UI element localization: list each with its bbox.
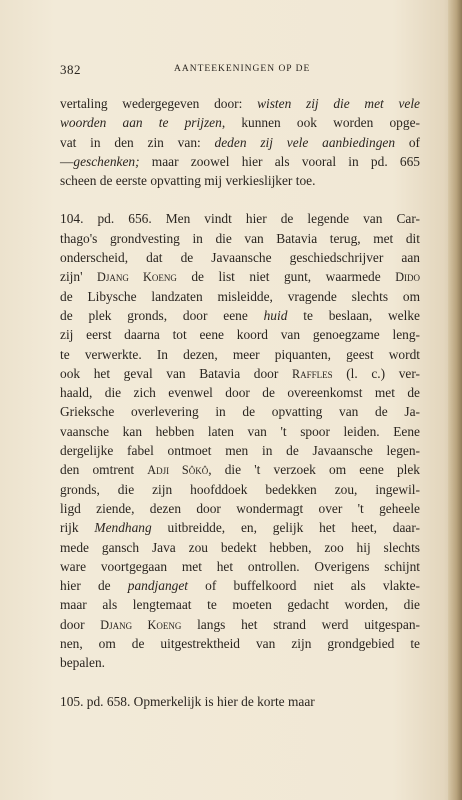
small-caps-name: Dido <box>395 270 420 285</box>
text-span: de plek gronds, door eene <box>60 307 264 323</box>
page-edge-shadow <box>448 0 462 800</box>
text-span: — <box>60 153 74 169</box>
paragraph-gap <box>60 190 420 209</box>
text-span: , die 't verzoek om eene plek <box>208 462 421 478</box>
text-line <box>60 325 420 344</box>
text-line <box>60 518 420 537</box>
body-text <box>60 94 420 711</box>
text-span: maar als lengtemaat te moeten gedacht worden, die <box>60 597 420 613</box>
text-line <box>60 267 420 286</box>
text-span: langs het strand werd uitgespan- <box>181 616 420 632</box>
text-span: , kunnen ook worden opge- <box>221 115 420 131</box>
text-span: den omtrent <box>60 462 148 478</box>
text-span: ligd ziende, dezen door wondermagt over 't geheele <box>60 500 420 516</box>
text-span: scheen de eerste opvatting mij verkieslijker toe. <box>60 173 316 189</box>
text-line <box>60 402 420 421</box>
text-line <box>60 383 420 402</box>
text-line <box>60 615 420 634</box>
text-line <box>60 576 420 595</box>
text-span: ook het geval van Batavia door <box>60 365 292 381</box>
text-line <box>60 538 420 557</box>
italic-text: Mendhang <box>94 520 152 536</box>
text-line <box>60 557 420 576</box>
text-line <box>60 248 420 267</box>
text-line <box>60 152 420 171</box>
page-number: 382 <box>60 62 81 77</box>
text-span: 104. pd. 656. Men vindt hier de legende van Car- <box>60 211 420 227</box>
text-span: bepalen. <box>60 655 105 671</box>
text-line <box>60 133 420 152</box>
text-line <box>60 171 420 190</box>
text-span: 105. pd. 658. Opmerkelijk is hier de korte maar <box>60 693 315 709</box>
text-line <box>60 441 420 460</box>
paragraph <box>60 94 420 190</box>
italic-text: wisten zij die met vele <box>257 96 420 111</box>
running-title: AANTEEKENINGEN OP DE <box>174 64 311 74</box>
italic-text: woorden aan te prijzen <box>60 115 222 131</box>
text-span: maar zoowel hier als vooral in pd. 665 <box>139 153 420 169</box>
italic-text: geschenken; <box>73 153 140 169</box>
text-line <box>60 480 420 499</box>
text-line <box>60 113 420 132</box>
text-span: nen, om de uitgestrektheid van zijn grondgebied te <box>60 636 420 652</box>
text-span: rijk <box>60 520 95 536</box>
text-span: hier de <box>60 578 128 594</box>
text-line <box>60 94 420 113</box>
text-span: mede gansch Java zou bedekt hebben, zoo hij slechts <box>60 539 420 555</box>
italic-text: huid <box>263 307 288 323</box>
text-span: te verwerkte. In dezen, meer piquanten, geest wordt <box>60 346 420 362</box>
text-span: (l. c.) ver- <box>332 365 420 381</box>
text-span: zij eerst daarna tot eene koord van genoegzame leng- <box>60 327 420 343</box>
paragraph <box>60 692 420 711</box>
text-line <box>60 364 420 383</box>
text-span: door <box>60 616 101 632</box>
small-caps-name: Adji Sôkô <box>147 463 209 478</box>
italic-text: pandjanget <box>127 578 189 594</box>
text-span: haald, die zich evenwel door de overeenkomst met de <box>60 385 420 401</box>
small-caps-name: Djang Koeng <box>100 617 182 632</box>
text-span: vat in den zin van: <box>60 134 215 150</box>
text-line <box>60 499 420 518</box>
page-header <box>60 62 420 80</box>
text-span: dergelijke fabel ontmoet men in de Javaansche legen- <box>60 443 420 459</box>
text-line <box>60 634 420 653</box>
text-span: vertaling wedergegeven door: <box>60 96 258 111</box>
text-line <box>60 460 420 479</box>
text-span: thago's grondvesting in die van Batavia terug, met dit <box>60 230 420 246</box>
text-span: uitbreidde, en, gelijk het heet, daar- <box>151 520 420 536</box>
text-line <box>60 209 420 228</box>
text-line <box>60 287 420 306</box>
text-span: ware voortgegaan met het ontrollen. Overigens schijnt <box>60 558 420 574</box>
text-span: zijn' <box>60 269 98 285</box>
text-span: de list niet gunt, waarmede <box>176 269 396 285</box>
text-line <box>60 653 420 672</box>
text-span: of buffelkoord niet als vlakte- <box>188 578 420 594</box>
text-span: gronds, die zijn hoofddoek bedekken zou, ingewil- <box>60 481 420 497</box>
small-caps-name: Raffles <box>291 366 333 381</box>
text-line <box>60 422 420 441</box>
text-span: of <box>395 134 420 150</box>
text-line <box>60 229 420 248</box>
text-line <box>60 692 420 711</box>
text-span: onderscheid, dat de Javaansche geschiedschrijver aan <box>60 250 420 266</box>
text-line <box>60 306 420 325</box>
text-span: de Libysche landzaten misleidde, vragende slechts om <box>60 288 420 304</box>
paragraph-gap <box>60 673 420 692</box>
text-line <box>60 595 420 614</box>
small-caps-name: Djang Koeng <box>97 270 177 285</box>
paragraph <box>60 209 420 672</box>
text-span: vaansche kan hebben laten van 't spoor leiden. Eene <box>60 423 420 439</box>
text-span: te beslaan, welke <box>287 307 420 323</box>
italic-text: deden zij vele aanbiedingen <box>214 134 396 150</box>
text-line <box>60 345 420 364</box>
text-span: Grieksche overlevering in de opvatting van de Ja- <box>60 404 420 420</box>
